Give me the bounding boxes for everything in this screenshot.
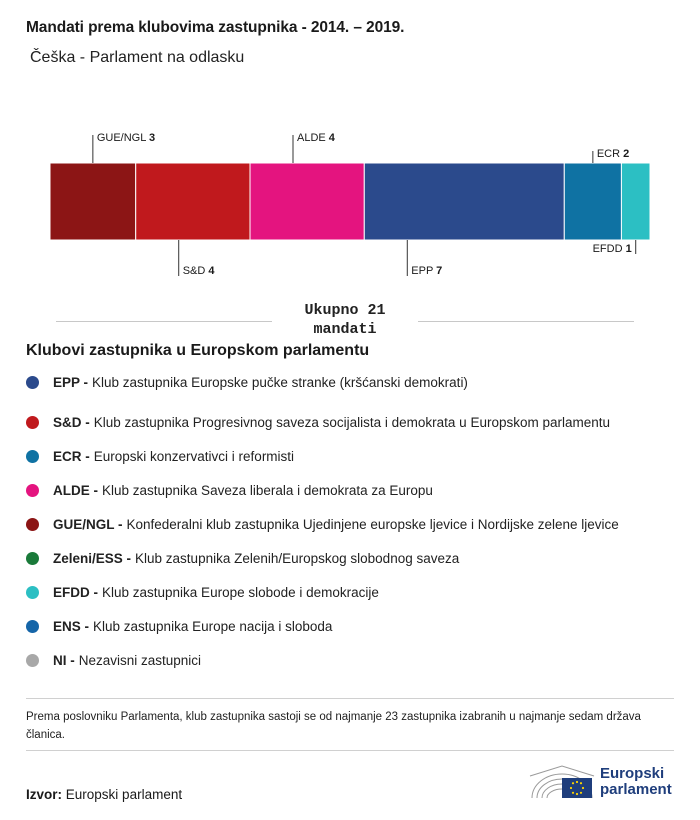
legend-text: Klub zastupnika Europe nacija i sloboda: [93, 618, 333, 634]
bar-label-value: 4: [208, 265, 215, 277]
bar-label-value: 7: [436, 265, 443, 277]
bar-segment-s-d: [136, 163, 250, 240]
bar-label-value: 1: [625, 243, 632, 255]
legend-text: Klub zastupnika Europske pučke stranke (kršćanski demokrati): [92, 374, 468, 390]
bar-label-ecr: [597, 148, 629, 160]
source-label: Izvor:: [26, 787, 63, 802]
legend-text: Klub zastupnika Zelenih/Europskog slobodnog saveza: [135, 550, 460, 566]
legend-abbr: ECR -: [53, 448, 90, 464]
bar-segment-epp: [364, 163, 564, 240]
bar-label-name: ECR: [596, 148, 624, 160]
chart-title: Mandati prema klubovima zastupnika - 2014. – 2019.: [26, 19, 405, 36]
note-divider-top: [26, 698, 674, 699]
total-divider-left: [56, 321, 272, 322]
legend-text: Klub zastupnika Progresivnog saveza socijalista i demokrata u Europskom parlamentu: [93, 414, 611, 430]
bar-label-value: 2: [623, 148, 630, 160]
bar-label-gue-ngl: [97, 132, 155, 144]
bar-label-name: EFDD: [592, 243, 626, 255]
legend-title: Klubovi zastupnika u Europskom parlamentu: [26, 342, 370, 359]
bar-segment-gue-ngl: [50, 163, 136, 240]
legend-swatch: [26, 416, 39, 429]
legend-abbr: EFDD -: [53, 584, 98, 600]
bar-segment-alde: [250, 163, 364, 240]
legend-abbr: GUE/NGL -: [53, 516, 123, 532]
bar-label-name: S&D: [182, 265, 209, 277]
logo-line2: parlament: [600, 781, 672, 798]
bar-label-efdd: [593, 243, 632, 255]
legend-text: Konfederalni klub zastupnika Ujedinjene europske ljevice i Nordijske zelene ljevice: [126, 516, 619, 532]
legend-swatch: [26, 450, 39, 463]
legend-swatch: [26, 376, 39, 389]
legend-abbr: ALDE -: [53, 482, 98, 498]
footnote: Prema poslovniku Parlamenta, klub zastupnika sastoji se od najmanje 23 zastupnika izabranih u najmanje sedam država članica.: [26, 711, 641, 741]
seat-bar-chart: [0, 120, 700, 290]
logo-line1: Europski: [600, 765, 665, 782]
legend-text: Nezavisni zastupnici: [78, 652, 202, 668]
bar-label-value: 3: [149, 132, 156, 144]
chart-subtitle: Češka - Parlament na odlasku: [30, 49, 245, 66]
total-seats: [270, 301, 420, 339]
total-divider-right: [418, 321, 634, 322]
legend-swatch: [26, 518, 39, 531]
bar-label-alde: [297, 132, 336, 144]
bar-label-epp: [411, 265, 442, 277]
legend-text: Europski konzervativci i reformisti: [93, 448, 295, 464]
bar-label-name: EPP: [411, 265, 437, 277]
legend: [26, 371, 619, 677]
legend-abbr: EPP -: [53, 374, 89, 390]
total-line1: Ukupno 21: [304, 302, 386, 319]
legend-swatch: [26, 552, 39, 565]
bar-label-name: ALDE: [297, 132, 329, 144]
legend-text: Klub zastupnika Europe slobode i demokracije: [102, 584, 379, 600]
note-divider-bottom: [26, 750, 674, 751]
legend-abbr: ENS -: [53, 618, 90, 634]
source-line: [26, 787, 182, 802]
bar-segment-ecr: [564, 163, 621, 240]
legend-swatch: [26, 620, 39, 633]
legend-swatch: [26, 654, 39, 667]
total-line2: mandati: [313, 321, 377, 338]
bar-label-s-d: [183, 265, 216, 277]
legend-item: [26, 636, 619, 677]
legend-swatch: [26, 586, 39, 599]
legend-item: [26, 371, 619, 393]
legend-abbr: S&D -: [53, 414, 90, 430]
bar-segment-efdd: [621, 163, 650, 240]
bar-label-name: GUE/NGL: [96, 132, 150, 144]
logo-wordmark: [600, 766, 672, 798]
source-text: Europski parlament: [65, 787, 183, 802]
legend-swatch: [26, 484, 39, 497]
legend-abbr: NI -: [53, 652, 75, 668]
bar-label-value: 4: [328, 132, 335, 144]
legend-abbr: Zeleni/ESS -: [53, 550, 132, 566]
legend-text: Klub zastupnika Saveza liberala i demokrata za Europu: [102, 482, 433, 498]
